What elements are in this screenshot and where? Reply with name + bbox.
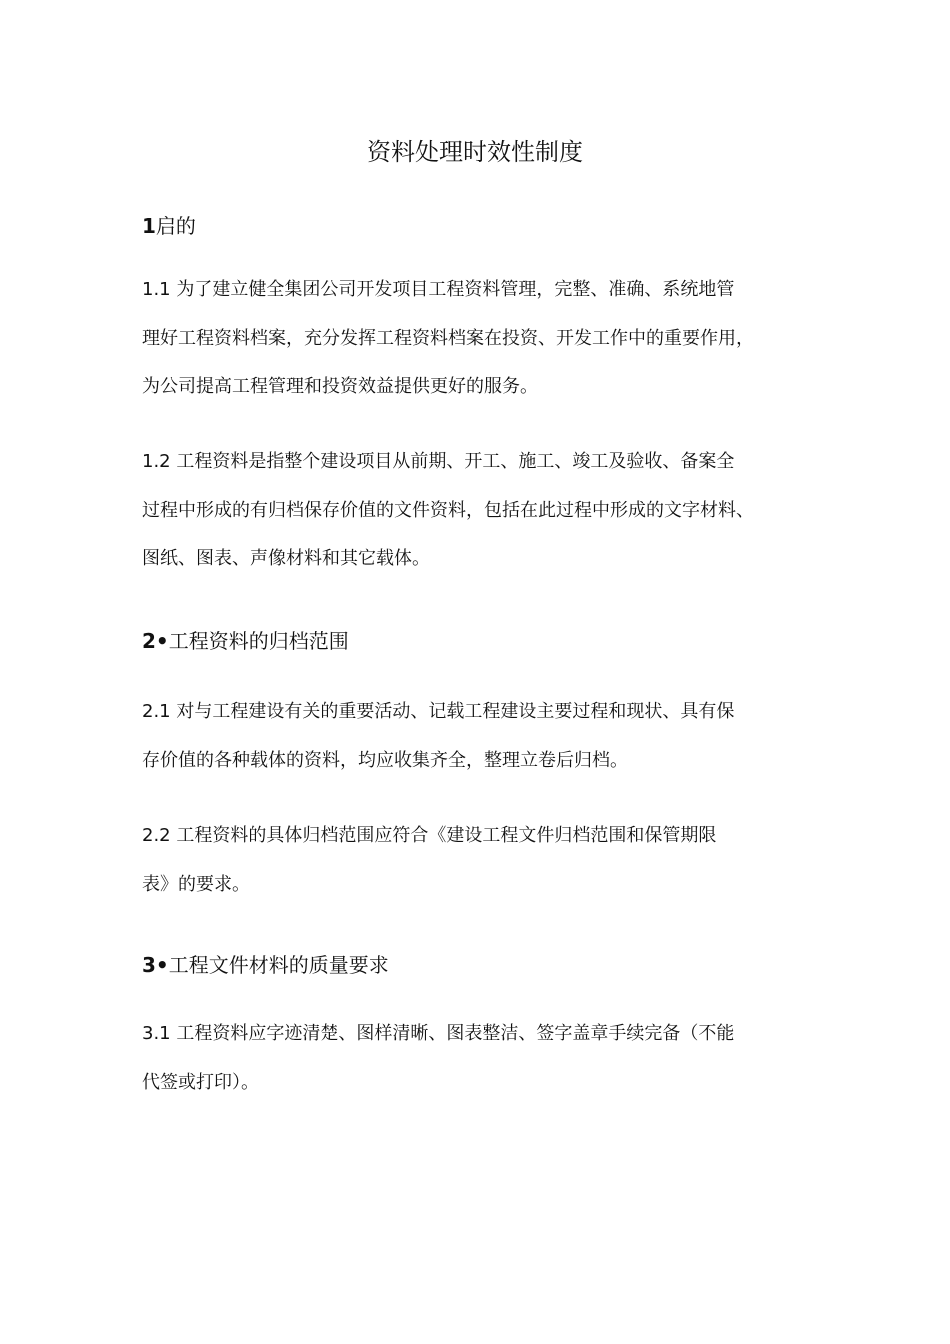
paragraph-line: 1.1 为了建立健全集团公司开发项目工程资料管理，完整、准确、系统地管 — [142, 279, 735, 300]
paragraph-2-1 — [142, 688, 832, 785]
section-number: 2• — [142, 629, 169, 653]
paragraph-line: 图纸、图表、声像材料和其它载体。 — [142, 548, 430, 569]
document-title: 资料处理时效性制度 — [367, 138, 583, 166]
section-heading-text: 工程文件材料的质量要求 — [168, 953, 389, 977]
paragraph-line: 表》的要求。 — [142, 873, 250, 895]
paragraph-line: 3.1 工程资料应字迹清楚、图样清晰、图表整洁、签字盖章手续完备（不能 — [142, 1023, 735, 1044]
section-heading-text: 启的 — [155, 214, 196, 238]
section-number: 3• — [142, 953, 169, 977]
paragraph-line: 过程中形成的有归档保存价值的文件资料，包括在此过程中形成的文字材料、 — [142, 499, 754, 521]
paragraph-1-2 — [142, 438, 832, 584]
paragraph-line: 为公司提高工程管理和投资效益提供更好的服务。 — [142, 376, 538, 397]
paragraph-line: 2.1 对与工程建设有关的重要活动、记载工程建设主要过程和现状、具有保 — [142, 701, 735, 722]
paragraph-2-2 — [142, 812, 832, 909]
section-heading-2 — [142, 626, 349, 656]
paragraph-line: 1.2 工程资料是指整个建设项目从前期、开工、施工、竣工及验收、备案全 — [142, 451, 735, 472]
paragraph-line: 存价值的各种载体的资料，均应收集齐全，整理立卷后归档。 — [142, 749, 628, 771]
paragraph-line: 理好工程资料档案，充分发挥工程资料档案在投资、开发工作中的重要作用， — [142, 327, 754, 349]
section-heading-text: 工程资料的归档范围 — [168, 629, 349, 653]
section-heading-1 — [142, 211, 196, 241]
paragraph-1-1 — [142, 266, 832, 412]
paragraph-3-1 — [142, 1010, 832, 1107]
paragraph-line: 2.2 工程资料的具体归档范围应符合《建设工程文件归档范围和保管期限 — [142, 825, 717, 846]
section-heading-3 — [142, 950, 389, 980]
paragraph-line: 代签或打印）。 — [142, 1071, 259, 1093]
section-number: 1 — [142, 214, 156, 238]
